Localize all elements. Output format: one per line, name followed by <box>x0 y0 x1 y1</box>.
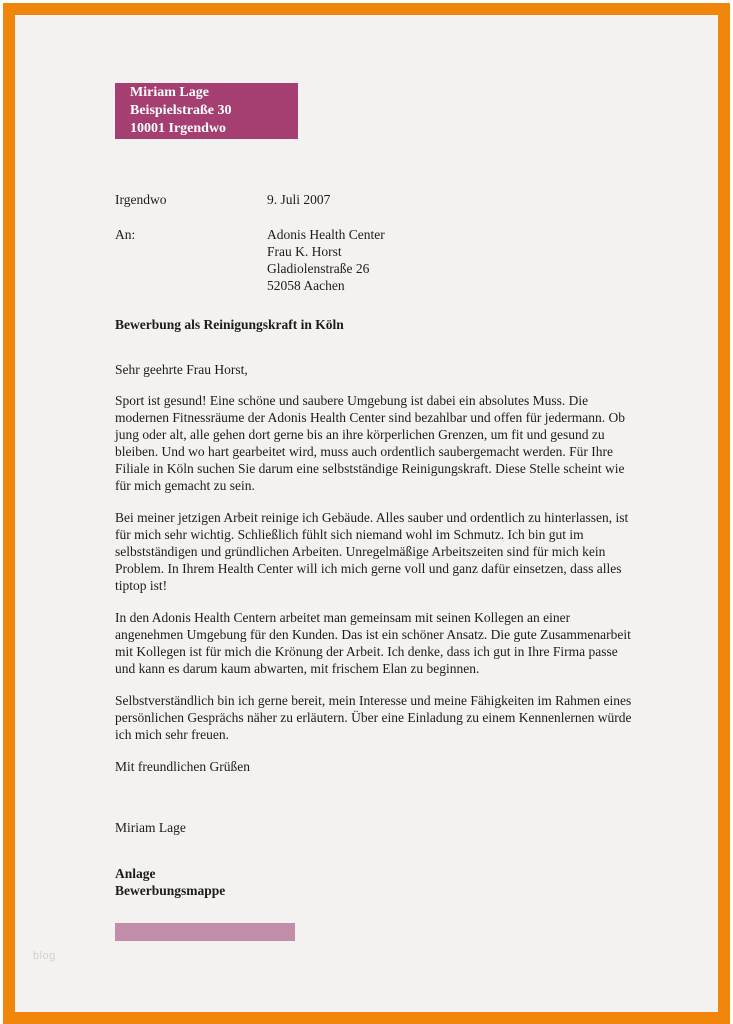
enclosure-block <box>115 865 633 899</box>
sender-street: Beispielstraße 30 <box>130 103 232 118</box>
salutation: Sehr geehrte Frau Horst, <box>115 362 248 377</box>
closing-phrase: Mit freundlichen Grüßen <box>115 759 250 774</box>
footer-accent-bar <box>115 923 295 941</box>
letter-date: 9. Juli 2007 <box>267 192 331 207</box>
place-date-row <box>115 191 633 208</box>
signature-name: Miriam Lage <box>115 820 186 835</box>
body-paragraph-1: Sport ist gesund! Eine schöne und saubere Umgebung ist dabei ein absolutes Muss. Die modernen Fitnessräume der Adonis Health Center sind bezahlbar und offen für jedermann. Ob jung oder alt, alle gehen dort gerne bis an ihre körperlichen Grenzen, um fit und gesund zu bleiben. Und wo hart gearbeitet wird, muss auch ordentlich saubergemacht werden. Für Ihre Filiale in Köln suchen Sie darum eine selbstständige Reinigungskraft. Diese Stelle scheint wie für mich gemacht zu sein. <box>115 393 625 493</box>
recipient-street: Gladiolenstraße 26 <box>267 261 370 276</box>
enclosure-label: Anlage <box>115 866 156 881</box>
letter-place: Irgendwo <box>115 192 167 207</box>
subject-line: Bewerbung als Reinigungskraft in Köln <box>115 317 344 332</box>
orange-frame <box>3 3 730 1024</box>
body-paragraph-4: Selbstverständlich bin ich gerne bereit, mein Interesse und meine Fähigkeiten im Rahmen eines persönlichen Gesprächs näher zu erläutern. Über eine Einladung zu einem Kennenlernen würde ich mich sehr freuen. <box>115 693 632 742</box>
recipient-address-block <box>267 226 385 294</box>
sender-address-box <box>115 83 298 139</box>
body-paragraph-2: Bei meiner jetzigen Arbeit reinige ich Gebäude. Alles sauber und ordentlich zu hinterlassen, ist für mich sehr wichtig. Schließlich fühlt sich niemand wohl im Schmutz. Ich bin gut im selbstständigen und gründlichen Arbeiten. Unregelmäßige Arbeitszeiten sind für mich kein Problem. In Ihrem Health Center will ich mich gerne voll und ganz dafür einsetzen, dass alles tiptop ist! <box>115 510 629 593</box>
sender-name: Miriam Lage <box>130 85 209 100</box>
letter-page <box>15 15 718 1012</box>
sender-city: 10001 Irgendwo <box>130 121 227 136</box>
recipient-row <box>115 226 633 294</box>
enclosure-item: Bewerbungsmappe <box>115 883 226 898</box>
recipient-contact: Frau K. Horst <box>267 244 342 259</box>
body-paragraph-3: In den Adonis Health Centern arbeitet man gemeinsam mit seinen Kollegen an einer angenehmen Umgebung für den Kunden. Das ist ein schöner Ansatz. Die gute Zusammenarbeit mit Kollegen ist für mich die Krönung der Arbeit. Ich denke, dass ich gut in Ihre Firma passe und kann es darum kaum abwarten, mit frischem Elan zu beginnen. <box>115 610 631 676</box>
recipient-label: An: <box>115 227 136 242</box>
blog-watermark: blog <box>33 950 56 962</box>
recipient-city: 52058 Aachen <box>267 278 345 293</box>
recipient-company: Adonis Health Center <box>267 227 385 242</box>
